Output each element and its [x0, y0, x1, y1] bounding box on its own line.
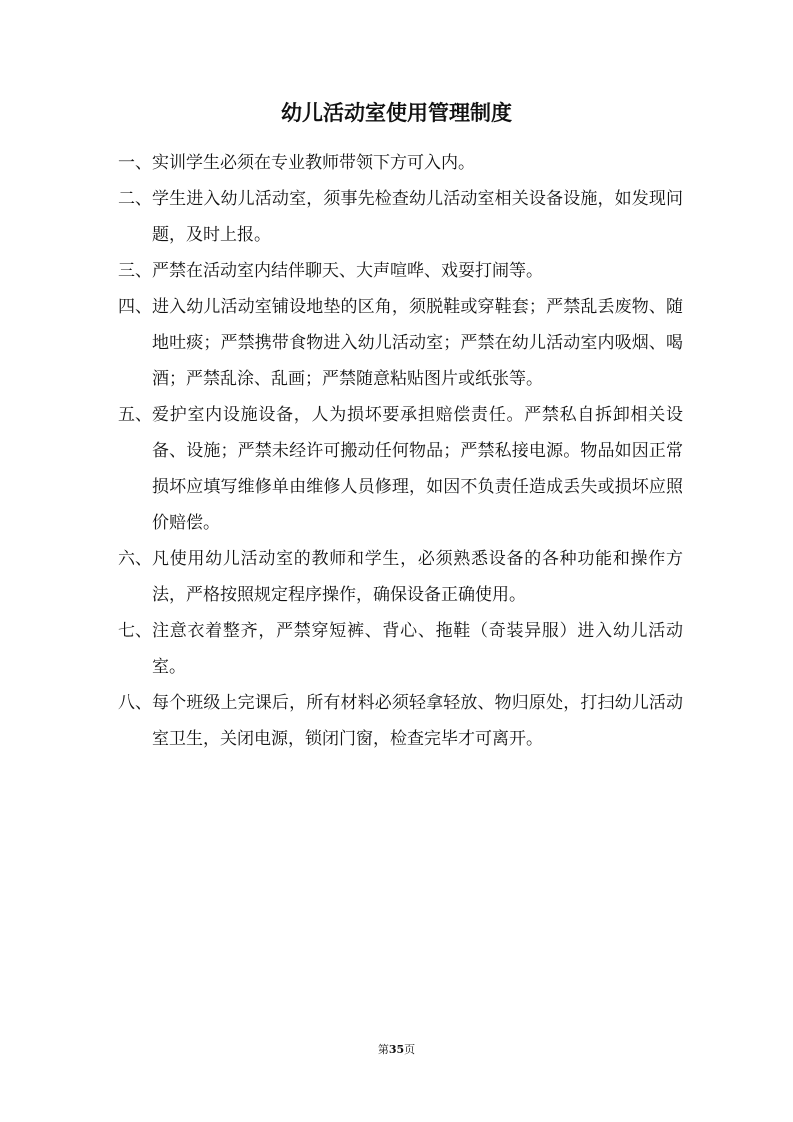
rule-number: 五、: [118, 405, 152, 425]
rule-number: 二、: [118, 189, 152, 209]
rule-text: 每个班级上完课后，所有材料必须轻拿轻放、物归原处，打扫幼儿活动室卫生，关闭电源，锁闭门窗，检查完毕才可离开。: [152, 693, 683, 749]
rule-text: 凡使用幼儿活动室的教师和学生，必须熟悉设备的各种功能和操作方法，严格按照规定程序操作，确保设备正确使用。: [152, 549, 683, 605]
rule-item: [118, 253, 683, 289]
rule-item: [118, 289, 683, 397]
rule-number: 八、: [118, 693, 152, 713]
rule-text: 进入幼儿活动室铺设地垫的区角，须脱鞋或穿鞋套；严禁乱丢废物、随地吐痰；严禁携带食物进入幼儿活动室；严禁在幼儿活动室内吸烟、喝酒；严禁乱涂、乱画；严禁随意粘贴图片或纸张等。: [152, 297, 683, 389]
rule-item: [118, 541, 683, 613]
rule-number: 七、: [118, 621, 152, 641]
rule-text: 学生进入幼儿活动室，须事先检查幼儿活动室相关设备设施，如发现问题，及时上报。: [152, 189, 683, 245]
rule-text: 爱护室内设施设备，人为损坏要承担赔偿责任。严禁私自拆卸相关设备、设施；严禁未经许可搬动任何物品；严禁私接电源。物品如因正常损坏应填写维修单由维修人员修理，如因不负责任造成丢失或损坏应照价赔偿。: [152, 405, 683, 533]
rule-text: 注意衣着整齐，严禁穿短裤、背心、拖鞋（奇装异服）进入幼儿活动室。: [152, 621, 683, 677]
rule-number: 一、: [118, 153, 152, 173]
rule-number: 六、: [118, 549, 152, 569]
page-number-prefix: 第: [377, 1043, 389, 1056]
page-footer: [0, 1042, 793, 1058]
rule-number: 三、: [118, 261, 152, 281]
document-title: 幼儿活动室使用管理制度: [281, 100, 512, 125]
rules-list: [118, 145, 683, 757]
rule-text: 实训学生必须在专业教师带领下方可入内。: [152, 153, 475, 173]
rule-item: [118, 181, 683, 253]
rule-item: [118, 613, 683, 685]
page-number-suffix: 页: [404, 1043, 416, 1056]
page-number: 35: [388, 1043, 405, 1056]
rule-item: [118, 145, 683, 181]
rule-item: [118, 397, 683, 541]
rule-item: [118, 685, 683, 757]
rule-number: 四、: [118, 297, 152, 317]
rule-text: 严禁在活动室内结伴聊天、大声喧哗、戏耍打闹等。: [152, 261, 543, 281]
